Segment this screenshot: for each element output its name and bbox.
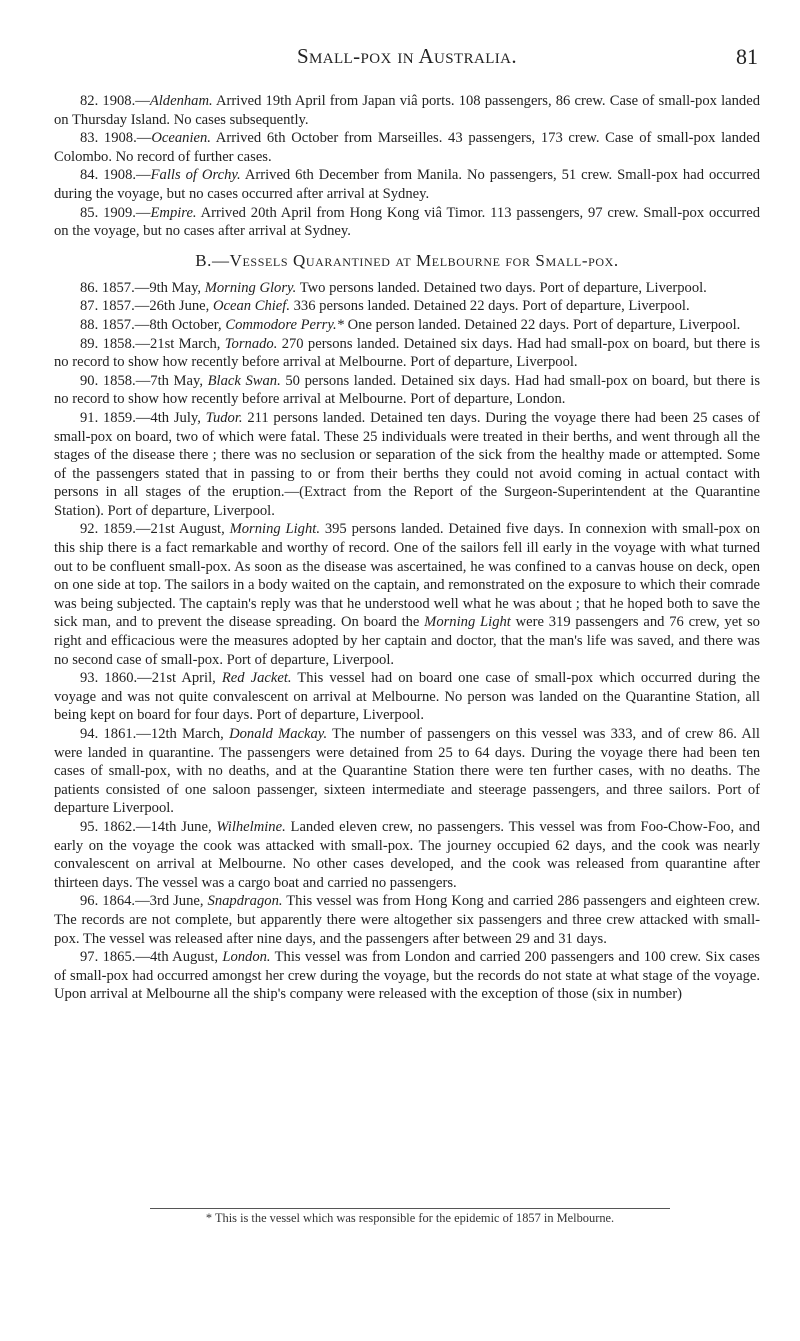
entry-87: 87. 1857.—26th June, Ocean Chief. 336 persons landed. Detained 22 days. Port of departure, Liverpool. <box>80 298 690 315</box>
footnote: * This is the vessel which was responsible for the epidemic of 1857 in Melbourne. <box>205 1211 615 1225</box>
vessel-name: Tornado. <box>224 335 278 352</box>
vessel-name: Falls of Orchy. <box>150 167 241 184</box>
entry-89: 89. 1858.—21st March, Tornado. 270 persons landed. Detained six days. Had had small-pox on board, but there is no record to show how recently before arrival at Melbourne. Port of departure, Liverpool. <box>54 335 761 371</box>
entry-97: 97. 1865.—4th August, London. This vessel was from London and carried 200 passengers and 100 crew. Six cases of small-pox had occurred amongst her crew during the voyage, but the records do not state at what stage of the voyage. Upon arrival at Melbourne all the ship's company were released with the exception of those (six in number) <box>54 949 760 1003</box>
page-number: 81 <box>736 44 758 69</box>
vessel-name: Aldenham. <box>149 93 213 109</box>
entry-84: 84. 1908.—Falls of Orchy. Arrived 6th December from Manila. No passengers, 51 crew. Small-pox had occurred during the voyage, but no cases occurred after arrival at Sydney. <box>54 167 761 202</box>
entry-82: 82. 1908.—Aldenham. Arrived 19th April from Japan viâ ports. 108 passengers, 86 crew. Case of small-pox landed on Thursday Island. No cases subsequently. <box>54 93 760 128</box>
entry-88: 88. 1857.—8th October, Commodore Perry.* One person landed. Detained 22 days. Port of departure, Liverpool. <box>80 316 741 333</box>
vessel-name: Oceanien. <box>151 130 211 147</box>
entry-92: 92. 1859.—21st August, Morning Light. 395 persons landed. Detained five days. In connexion with small-pox on this ship there is a fact remarkable and worthy of record. One of the sailors fell ill early in the voyage with what turned out to be confluent small-pox. As soon as the disease was ascertained, he was confined to a canvas house on deck, open on one side at top. The sailors in a body waited on the captain, and remonstrated on the exposure to which their comrade was being subjected. The captain's reply was that he understood well what he was about ; that he hoped both to save the sick man, and to prevent the disease spreading. On board the Morning Light were 319 passengers and 76 crew, yet so right and efficacious were the measures adopted by her captain and doctor, that the man's life was saved, and there was no second case of small-pox. Port of departure, Liverpool. <box>54 521 761 668</box>
body-text <box>54 92 760 1004</box>
vessel-name: Morning Glory. <box>204 279 297 296</box>
vessel-name: London. <box>222 949 271 966</box>
vessel-name: Morning Light <box>424 614 511 631</box>
entry-96: 96. 1864.—3rd June, Snapdragon. This vessel was from Hong Kong and carried 286 passengers and eighteen crew. The records are not complete, but apparently there were altogether six passengers and three crew attacked with small-pox. The vessel was released after nine days, and the passengers after between 29 and 31 days. <box>54 893 760 947</box>
vessel-name: Tudor. <box>205 409 243 426</box>
entry-86: 86. 1857.—9th May, Morning Glory. Two persons landed. Detained two days. Port of departure, Liverpool. <box>80 279 707 296</box>
entry-91: 91. 1859.—4th July, Tudor. 211 persons landed. Detained ten days. During the voyage there had been 25 cases of small-pox on board, two of which were fatal. These 25 individuals were treated in their berths, and went through all the stages of the disease there ; there was no seclusion or separation of the sick from the healthy made or attempted. Some of the passengers stated that in passing to or from their berths they could not avoid coming in actual contact with persons in all stages of the eruption.—(Extract from the Report of the Surgeon-Superintendent at the Quarantine Station). Port of departure, Liverpool. <box>54 409 760 519</box>
vessel-name: Morning Light. <box>229 521 320 538</box>
entry-93: 93. 1860.—21st April, Red Jacket. This vessel had on board one case of small-pox which occurred during the voyage and was not quite convalescent on arrival at Melbourne. No person was landed on the Quarantine Station, all being kept on board for four days. Port of departure, Liverpool. <box>54 670 761 724</box>
vessel-name: Ocean Chief. <box>212 298 290 315</box>
running-title: Small-pox in Australia. <box>296 44 518 68</box>
vessel-name: Red Jacket. <box>221 670 292 687</box>
vessel-name: Donald Mackay. <box>229 726 328 742</box>
vessel-name: Empire. <box>150 204 197 221</box>
entry-83: 83. 1908.—Oceanien. Arrived 6th October from Marseilles. 43 passengers, 173 crew. Case of small-pox landed Colombo. No record of further cases. <box>54 130 760 165</box>
footnote-rule <box>150 1208 670 1209</box>
vessel-name: Commodore Perry.* <box>225 316 344 333</box>
vessel-name: Black Swan. <box>207 372 281 389</box>
entry-95: 95. 1862.—14th June, Wilhelmine. Landed eleven crew, no passengers. This vessel was from Foo-Chow-Foo, and early on the voyage the cook was attacked with small-pox. The journey occupied 62 days, and the cook was nearly convalescent on arrival at Melbourne. No other cases developed, and the cook was released from quarantine after thirteen days. The vessel was a cargo boat and carried no passengers. <box>54 818 760 891</box>
entry-94: 94. 1861.—12th March, Donald Mackay. The number of passengers on this vessel was 333, and of crew 86. All were landed in quarantine. The passengers were detained from 25 to 64 days. During the voyage there had been ten cases of small-pox, with no deaths, and at the Quarantine Station there were ten further cases, with no deaths. The patients consisted of one saloon passenger, sixteen intermediate and steerage passengers, and three sailors. Port of departure Liverpool. <box>54 726 760 817</box>
vessel-name: Wilhelmine. <box>216 818 286 835</box>
running-head <box>54 44 760 70</box>
vessel-name: Snapdragon. <box>207 893 283 910</box>
entry-85: 85. 1909.—Empire. Arrived 20th April from Hong Kong viâ Timor. 113 passengers, 97 crew. Small-pox occurred on the voyage, but no cases after arrival at Sydney. <box>54 204 760 240</box>
entry-90: 90. 1858.—7th May, Black Swan. 50 persons landed. Detained six days. Had had small-pox on board, but there is no record to show how recently before arrival at Melbourne. Port of departure, London. <box>54 372 760 408</box>
section-heading: B.—Vessels Quarantined at Melbourne for Small-pox. <box>195 250 619 270</box>
